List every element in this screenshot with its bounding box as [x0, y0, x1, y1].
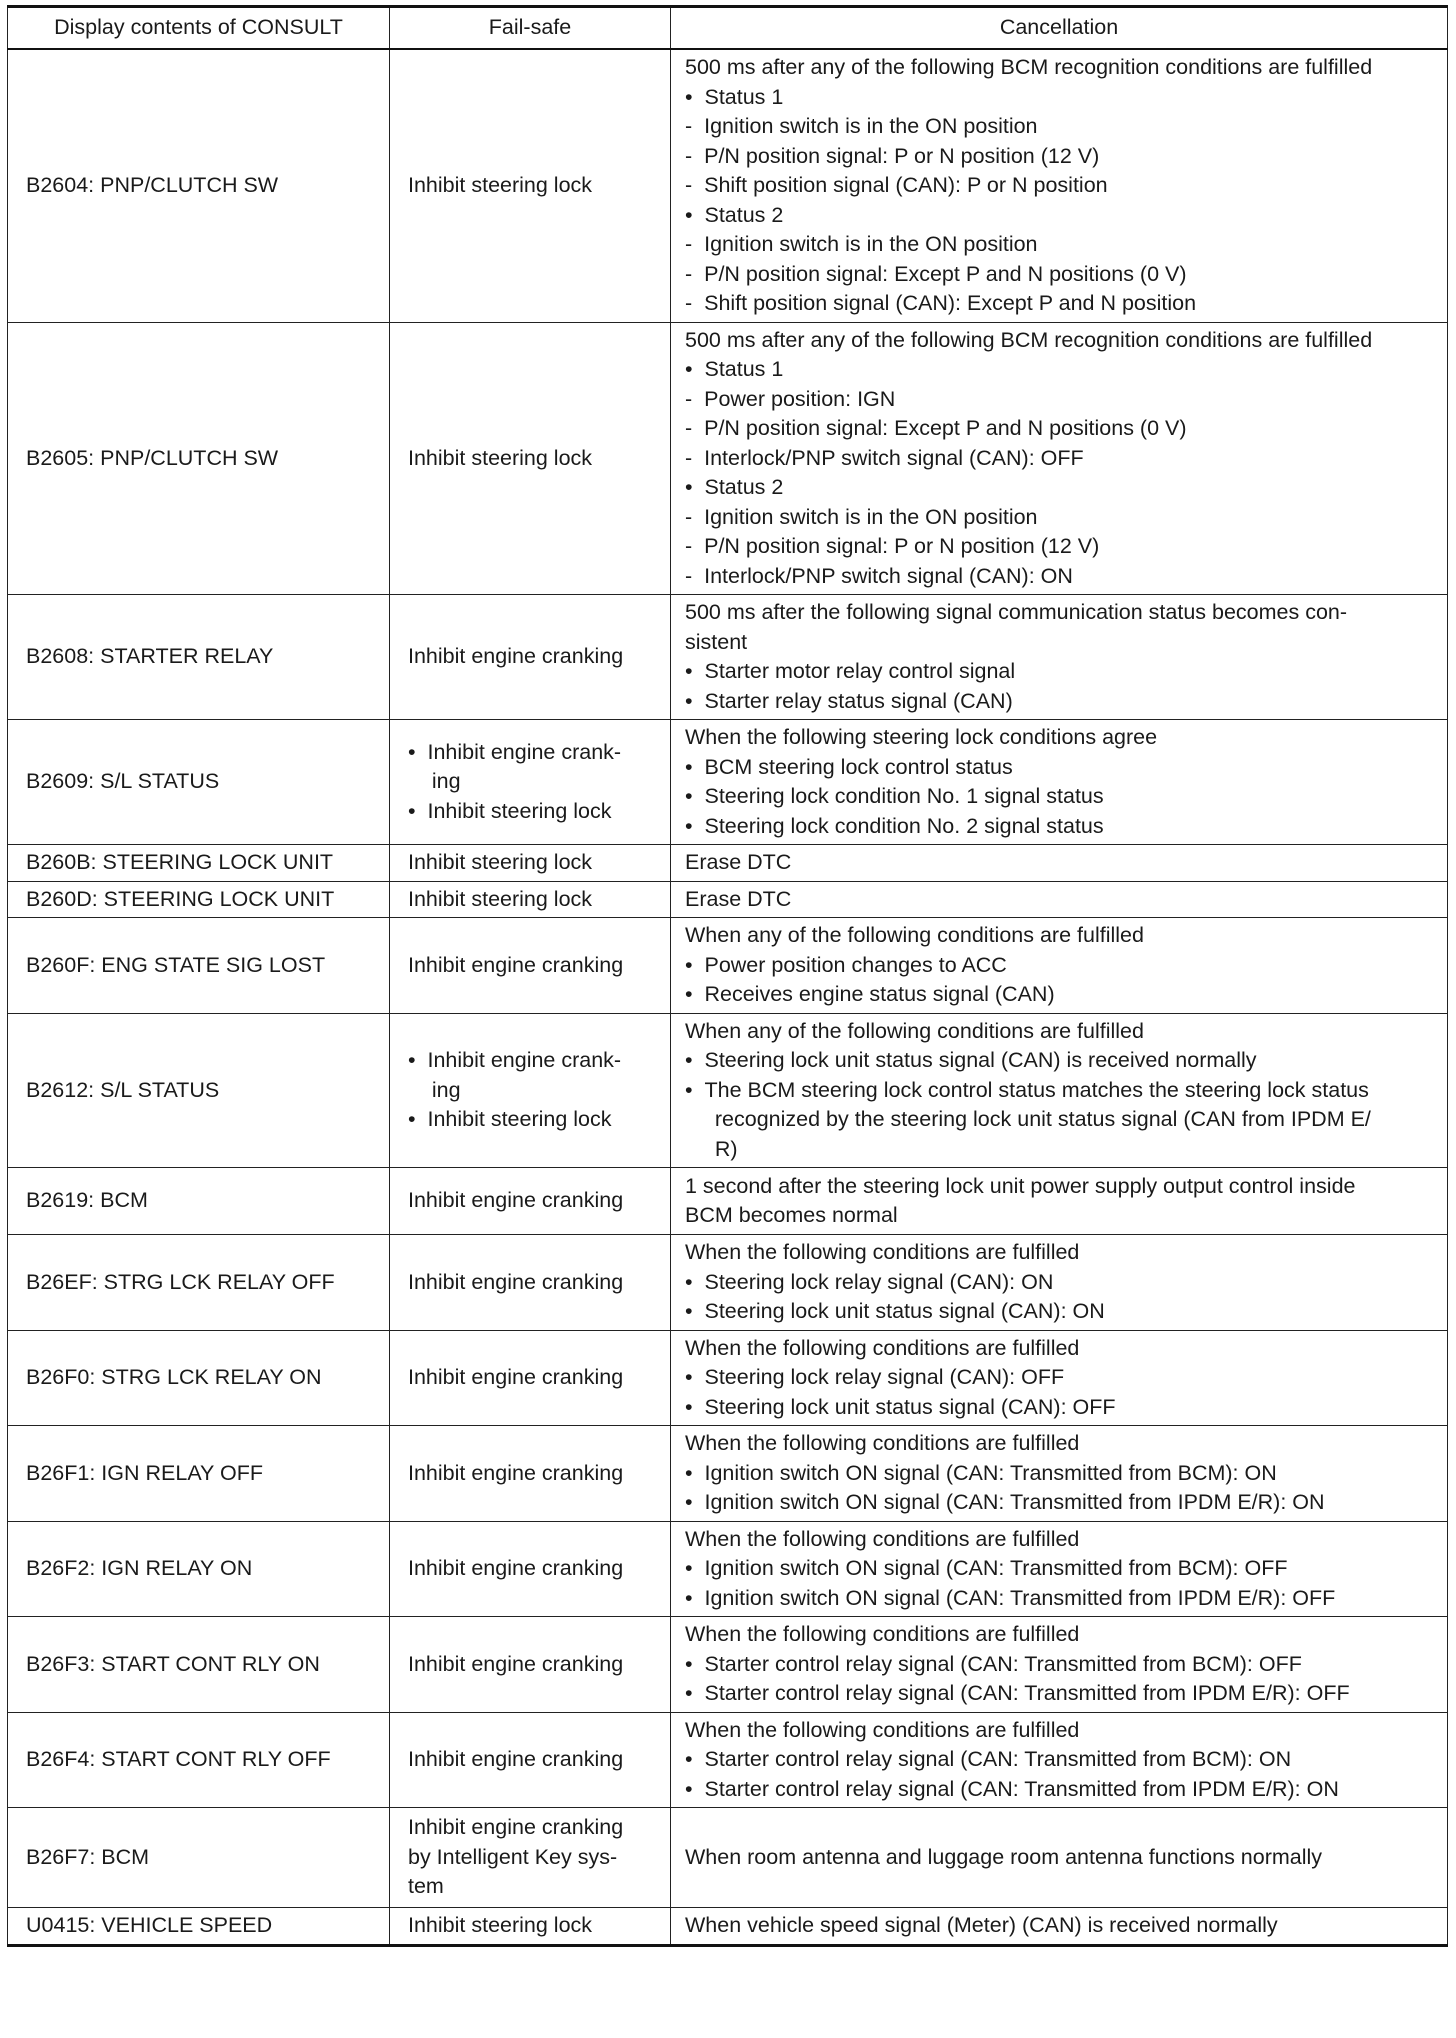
- cancellation-line: R): [685, 1136, 738, 1161]
- table-row: [8, 720, 1448, 845]
- dtc-code-cell: B26F3: START CONT RLY ON: [8, 1617, 390, 1713]
- cancellation-cell: [671, 1235, 1448, 1331]
- cancellation-cell: [671, 720, 1448, 845]
- failsafe-line: by Intelligent Key sys-: [408, 1844, 618, 1869]
- cancellation-line: BCM becomes normal: [685, 1203, 898, 1227]
- failsafe-cell: [390, 1235, 671, 1331]
- cancellation-line: When the following conditions are fulfilled: [685, 1526, 1080, 1551]
- cancellation-line: • Power position changes to ACC: [685, 952, 1007, 977]
- table-row: [8, 1808, 1448, 1908]
- cancellation-line: • Steering lock relay signal (CAN): ON: [685, 1269, 1054, 1294]
- failsafe-line: • Inhibit steering lock: [408, 1107, 612, 1131]
- cancellation-line: - P/N position signal: P or N position (12 V): [685, 534, 1100, 558]
- dtc-code-cell: B26F0: STRG LCK RELAY ON: [8, 1330, 390, 1426]
- failsafe-cell: [390, 1426, 671, 1522]
- failsafe-line: Inhibit engine cranking: [408, 1269, 624, 1294]
- failsafe-line: • Inhibit engine crank-: [408, 1048, 622, 1072]
- cancellation-line: - Interlock/PNP switch signal (CAN): OFF: [685, 445, 1084, 470]
- cancellation-line: • Steering lock unit status signal (CAN) is received normally: [685, 1048, 1257, 1072]
- table-row: [8, 845, 1448, 882]
- cancellation-line: • Steering lock unit status signal (CAN): ON: [685, 1299, 1105, 1323]
- table-row: [8, 1235, 1448, 1331]
- dtc-code-cell: B26F7: BCM: [8, 1808, 390, 1908]
- cancellation-cell: [671, 881, 1448, 918]
- cancellation-line: • BCM steering lock control status: [685, 754, 1013, 779]
- dtc-code-cell: B26F1: IGN RELAY OFF: [8, 1426, 390, 1522]
- cancellation-cell: [671, 1808, 1448, 1908]
- cancellation-line: When the following conditions are fulfilled: [685, 1717, 1080, 1742]
- dtc-code-cell: B2608: STARTER RELAY: [8, 595, 390, 720]
- dtc-failsafe-table: [7, 5, 1448, 1947]
- failsafe-line: • Inhibit steering lock: [408, 798, 612, 823]
- cancellation-line: • Status 2: [685, 202, 784, 227]
- failsafe-cell: [390, 1908, 671, 1946]
- failsafe-line: Inhibit engine cranking: [408, 1556, 624, 1580]
- cancellation-line: Erase DTC: [685, 850, 792, 874]
- table-row: [8, 595, 1448, 720]
- failsafe-line: Inhibit steering lock: [408, 173, 593, 197]
- cancellation-cell: [671, 1426, 1448, 1522]
- failsafe-line: Inhibit steering lock: [408, 850, 593, 874]
- dtc-failsafe-table-container: [7, 5, 1447, 1947]
- cancellation-line: • Steering lock condition No. 2 signal status: [685, 813, 1104, 838]
- header-cancellation: Cancellation: [671, 7, 1448, 50]
- cancellation-line: When the following steering lock conditions agree: [685, 725, 1158, 749]
- dtc-code-cell: B2604: PNP/CLUTCH SW: [8, 49, 390, 322]
- table-row: [8, 1617, 1448, 1713]
- dtc-code-cell: B260D: STEERING LOCK UNIT: [8, 881, 390, 918]
- cancellation-line: When room antenna and luggage room antenna functions normally: [685, 1844, 1323, 1869]
- cancellation-line: - Power position: IGN: [685, 386, 896, 411]
- failsafe-line: ing: [408, 769, 461, 794]
- table-row: [8, 1013, 1448, 1168]
- cancellation-line: sistent: [685, 629, 748, 654]
- cancellation-line: When any of the following conditions are fulfilled: [685, 1018, 1144, 1043]
- failsafe-line: Inhibit engine cranking: [408, 952, 624, 977]
- cancellation-cell: [671, 1617, 1448, 1713]
- dtc-code-cell: B260F: ENG STATE SIG LOST: [8, 918, 390, 1014]
- failsafe-line: Inhibit engine cranking: [408, 1365, 624, 1389]
- cancellation-line: 1 second after the steering lock unit power supply output control inside: [685, 1173, 1356, 1198]
- failsafe-cell: [390, 1617, 671, 1713]
- cancellation-line: • Starter relay status signal (CAN): [685, 688, 1013, 713]
- failsafe-cell: [390, 49, 671, 322]
- table-header-row: [8, 7, 1448, 50]
- cancellation-line: - Shift position signal (CAN): P or N position: [685, 173, 1108, 197]
- cancellation-line: 500 ms after any of the following BCM recognition conditions are fulfilled: [685, 55, 1373, 79]
- cancellation-line: Erase DTC: [685, 886, 792, 911]
- cancellation-line: • Ignition switch ON signal (CAN: Transmitted from BCM): ON: [685, 1460, 1277, 1485]
- failsafe-line: Inhibit engine cranking: [408, 1747, 624, 1771]
- cancellation-line: • The BCM steering lock control status matches the steering lock status: [685, 1077, 1369, 1102]
- cancellation-line: When any of the following conditions are fulfilled: [685, 923, 1144, 947]
- cancellation-line: 500 ms after any of the following BCM recognition conditions are fulfilled: [685, 327, 1373, 352]
- dtc-code-cell: B26EF: STRG LCK RELAY OFF: [8, 1235, 390, 1331]
- cancellation-line: When the following conditions are fulfilled: [685, 1431, 1080, 1455]
- cancellation-line: recognized by the steering lock unit status signal (CAN from IPDM E/: [685, 1107, 1371, 1131]
- cancellation-line: • Starter control relay signal (CAN: Transmitted from IPDM E/R): ON: [685, 1776, 1339, 1801]
- cancellation-line: - Ignition switch is in the ON position: [685, 114, 1038, 138]
- failsafe-line: Inhibit engine cranking: [408, 644, 624, 669]
- cancellation-line: - Ignition switch is in the ON position: [685, 504, 1038, 529]
- cancellation-line: - P/N position signal: Except P and N positions (0 V): [685, 416, 1187, 440]
- failsafe-cell: [390, 1712, 671, 1808]
- failsafe-cell: [390, 845, 671, 882]
- cancellation-line: - P/N position signal: P or N position (12 V): [685, 143, 1100, 168]
- table-row: [8, 1908, 1448, 1946]
- dtc-code-cell: B2619: BCM: [8, 1168, 390, 1235]
- cancellation-cell: [671, 49, 1448, 322]
- cancellation-line: • Ignition switch ON signal (CAN: Transmitted from BCM): OFF: [685, 1556, 1288, 1580]
- failsafe-line: Inhibit engine cranking: [408, 1815, 624, 1840]
- failsafe-cell: [390, 595, 671, 720]
- failsafe-line: ing: [408, 1077, 461, 1102]
- cancellation-cell: [671, 918, 1448, 1014]
- failsafe-line: Inhibit engine cranking: [408, 1651, 624, 1676]
- cancellation-line: - Interlock/PNP switch signal (CAN): ON: [685, 563, 1073, 588]
- failsafe-line: tem: [408, 1874, 444, 1899]
- dtc-code-cell: B2612: S/L STATUS: [8, 1013, 390, 1168]
- cancellation-line: - Ignition switch is in the ON position: [685, 232, 1038, 256]
- cancellation-cell: [671, 595, 1448, 720]
- table-row: [8, 1712, 1448, 1808]
- cancellation-cell: [671, 845, 1448, 882]
- failsafe-cell: [390, 1521, 671, 1617]
- failsafe-line: Inhibit steering lock: [408, 886, 593, 911]
- cancellation-line: When the following conditions are fulfilled: [685, 1335, 1080, 1360]
- failsafe-cell: [390, 720, 671, 845]
- cancellation-line: • Steering lock condition No. 1 signal status: [685, 784, 1104, 808]
- cancellation-cell: [671, 1712, 1448, 1808]
- cancellation-line: 500 ms after the following signal communication status becomes con-: [685, 600, 1348, 624]
- cancellation-line: When the following conditions are fulfilled: [685, 1240, 1080, 1264]
- cancellation-line: When vehicle speed signal (Meter) (CAN) is received normally: [685, 1913, 1278, 1937]
- cancellation-cell: [671, 1908, 1448, 1946]
- cancellation-cell: [671, 1330, 1448, 1426]
- cancellation-line: • Steering lock relay signal (CAN): OFF: [685, 1365, 1065, 1389]
- cancellation-cell: [671, 1168, 1448, 1235]
- cancellation-line: • Starter control relay signal (CAN: Transmitted from IPDM E/R): OFF: [685, 1681, 1350, 1705]
- dtc-code-cell: B2609: S/L STATUS: [8, 720, 390, 845]
- table-row: [8, 918, 1448, 1014]
- cancellation-cell: [671, 1521, 1448, 1617]
- table-row: [8, 1426, 1448, 1522]
- failsafe-cell: [390, 1330, 671, 1426]
- failsafe-line: Inhibit engine cranking: [408, 1460, 624, 1485]
- table-row: [8, 1168, 1448, 1235]
- cancellation-line: • Receives engine status signal (CAN): [685, 982, 1055, 1006]
- cancellation-line: • Steering lock unit status signal (CAN): OFF: [685, 1394, 1116, 1419]
- cancellation-line: • Status 2: [685, 475, 784, 499]
- table-row: [8, 49, 1448, 322]
- dtc-code-cell: B2605: PNP/CLUTCH SW: [8, 322, 390, 595]
- cancellation-line: • Status 1: [685, 357, 784, 381]
- table-row: [8, 1521, 1448, 1617]
- failsafe-cell: [390, 1168, 671, 1235]
- failsafe-line: Inhibit engine cranking: [408, 1188, 624, 1213]
- cancellation-line: • Starter control relay signal (CAN: Transmitted from BCM): ON: [685, 1747, 1292, 1771]
- table-body: [8, 49, 1448, 1945]
- failsafe-cell: [390, 881, 671, 918]
- cancellation-line: • Ignition switch ON signal (CAN: Transmitted from IPDM E/R): ON: [685, 1490, 1325, 1514]
- failsafe-line: • Inhibit engine crank-: [408, 739, 622, 764]
- dtc-code-cell: B26F4: START CONT RLY OFF: [8, 1712, 390, 1808]
- cancellation-line: • Status 1: [685, 84, 784, 109]
- failsafe-line: Inhibit steering lock: [408, 445, 593, 470]
- failsafe-cell: [390, 918, 671, 1014]
- cancellation-line: - P/N position signal: Except P and N positions (0 V): [685, 261, 1187, 286]
- failsafe-cell: [390, 1808, 671, 1908]
- table-row: [8, 1330, 1448, 1426]
- table-row: [8, 322, 1448, 595]
- cancellation-cell: [671, 322, 1448, 595]
- failsafe-line: Inhibit steering lock: [408, 1913, 593, 1937]
- cancellation-line: • Ignition switch ON signal (CAN: Transmitted from IPDM E/R): OFF: [685, 1585, 1336, 1610]
- failsafe-cell: [390, 322, 671, 595]
- cancellation-line: • Starter control relay signal (CAN: Transmitted from BCM): OFF: [685, 1651, 1302, 1676]
- dtc-code-cell: B26F2: IGN RELAY ON: [8, 1521, 390, 1617]
- dtc-code-cell: U0415: VEHICLE SPEED: [8, 1908, 390, 1946]
- cancellation-line: • Starter motor relay control signal: [685, 659, 1016, 683]
- cancellation-line: When the following conditions are fulfilled: [685, 1622, 1080, 1646]
- cancellation-line: - Shift position signal (CAN): Except P and N position: [685, 291, 1197, 315]
- header-consult: Display contents of CONSULT: [8, 7, 390, 50]
- failsafe-cell: [390, 1013, 671, 1168]
- dtc-code-cell: B260B: STEERING LOCK UNIT: [8, 845, 390, 882]
- header-failsafe: Fail-safe: [390, 7, 671, 50]
- cancellation-cell: [671, 1013, 1448, 1168]
- table-row: [8, 881, 1448, 918]
